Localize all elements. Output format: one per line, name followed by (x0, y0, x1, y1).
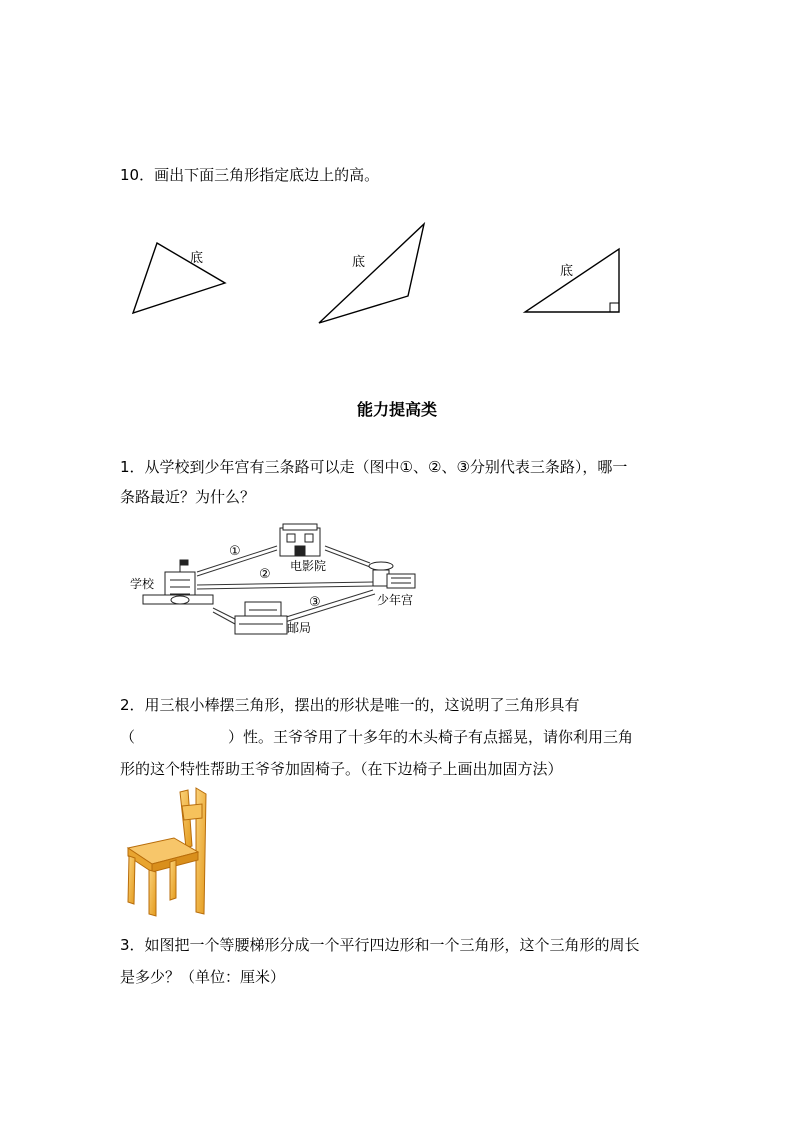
base-label-1: 底 (190, 251, 204, 266)
post-office-label: 邮局 (287, 621, 312, 635)
triangles-figure (120, 215, 650, 335)
base-label-2: 底 (352, 255, 366, 270)
chair-back-leg (170, 860, 176, 900)
q2-line-1: 2．用三根小棒摆三角形，摆出的形状是唯一的，这说明了三角形具有 (120, 696, 580, 714)
road-1-b (325, 546, 370, 563)
cinema-label: 电影院 (290, 559, 327, 573)
road-2 (197, 582, 373, 585)
q3-line-1: 3．如图把一个等腰梯形分成一个平行四边形和一个三角形，这个三角形的周长 (120, 936, 640, 954)
route-2-label: ② (259, 567, 271, 582)
q1-line-2: 条路最近？为什么？ (120, 488, 256, 506)
chair-image[interactable] (122, 786, 212, 918)
q2-line-3: 形的这个特性帮助王爷爷加固椅子。（在下边椅子上画出加固方法） (120, 760, 563, 778)
base-label-3: 底 (560, 264, 574, 279)
q10-text: 10．画出下面三角形指定底边上的高。 (120, 166, 380, 184)
triangle-3 (525, 249, 619, 312)
q3-line-2: 是多少？（单位：厘米） (120, 968, 286, 986)
route-3-label: ③ (309, 595, 321, 610)
q2-open-paren: （ (120, 728, 136, 746)
chair-front-leg-right (149, 870, 156, 916)
route-1-label: ① (229, 544, 241, 559)
triangle-2 (319, 224, 424, 323)
road-3-b (283, 590, 373, 618)
q2-line-2-rest: ）性。王爷爷用了十多年的木头椅子有点摇晃，请你利用三角 (228, 728, 634, 746)
cinema-building (280, 524, 320, 556)
school-label: 学校 (130, 577, 155, 591)
q1-line-1: 1．从学校到少年宫有三条路可以走（图中①、②、③分别代表三条路），哪一 (120, 458, 628, 476)
post-office-building (235, 602, 287, 634)
chair-front-leg-left (128, 856, 135, 904)
right-angle-mark (610, 303, 619, 312)
palace-building (369, 562, 415, 588)
route-map (125, 520, 425, 645)
chair-back-rail (182, 804, 202, 820)
section-title: 能力提高类 (356, 400, 437, 419)
triangle-1 (133, 243, 225, 313)
q2-line-2 (120, 722, 633, 752)
palace-label: 少年宫 (377, 593, 414, 607)
